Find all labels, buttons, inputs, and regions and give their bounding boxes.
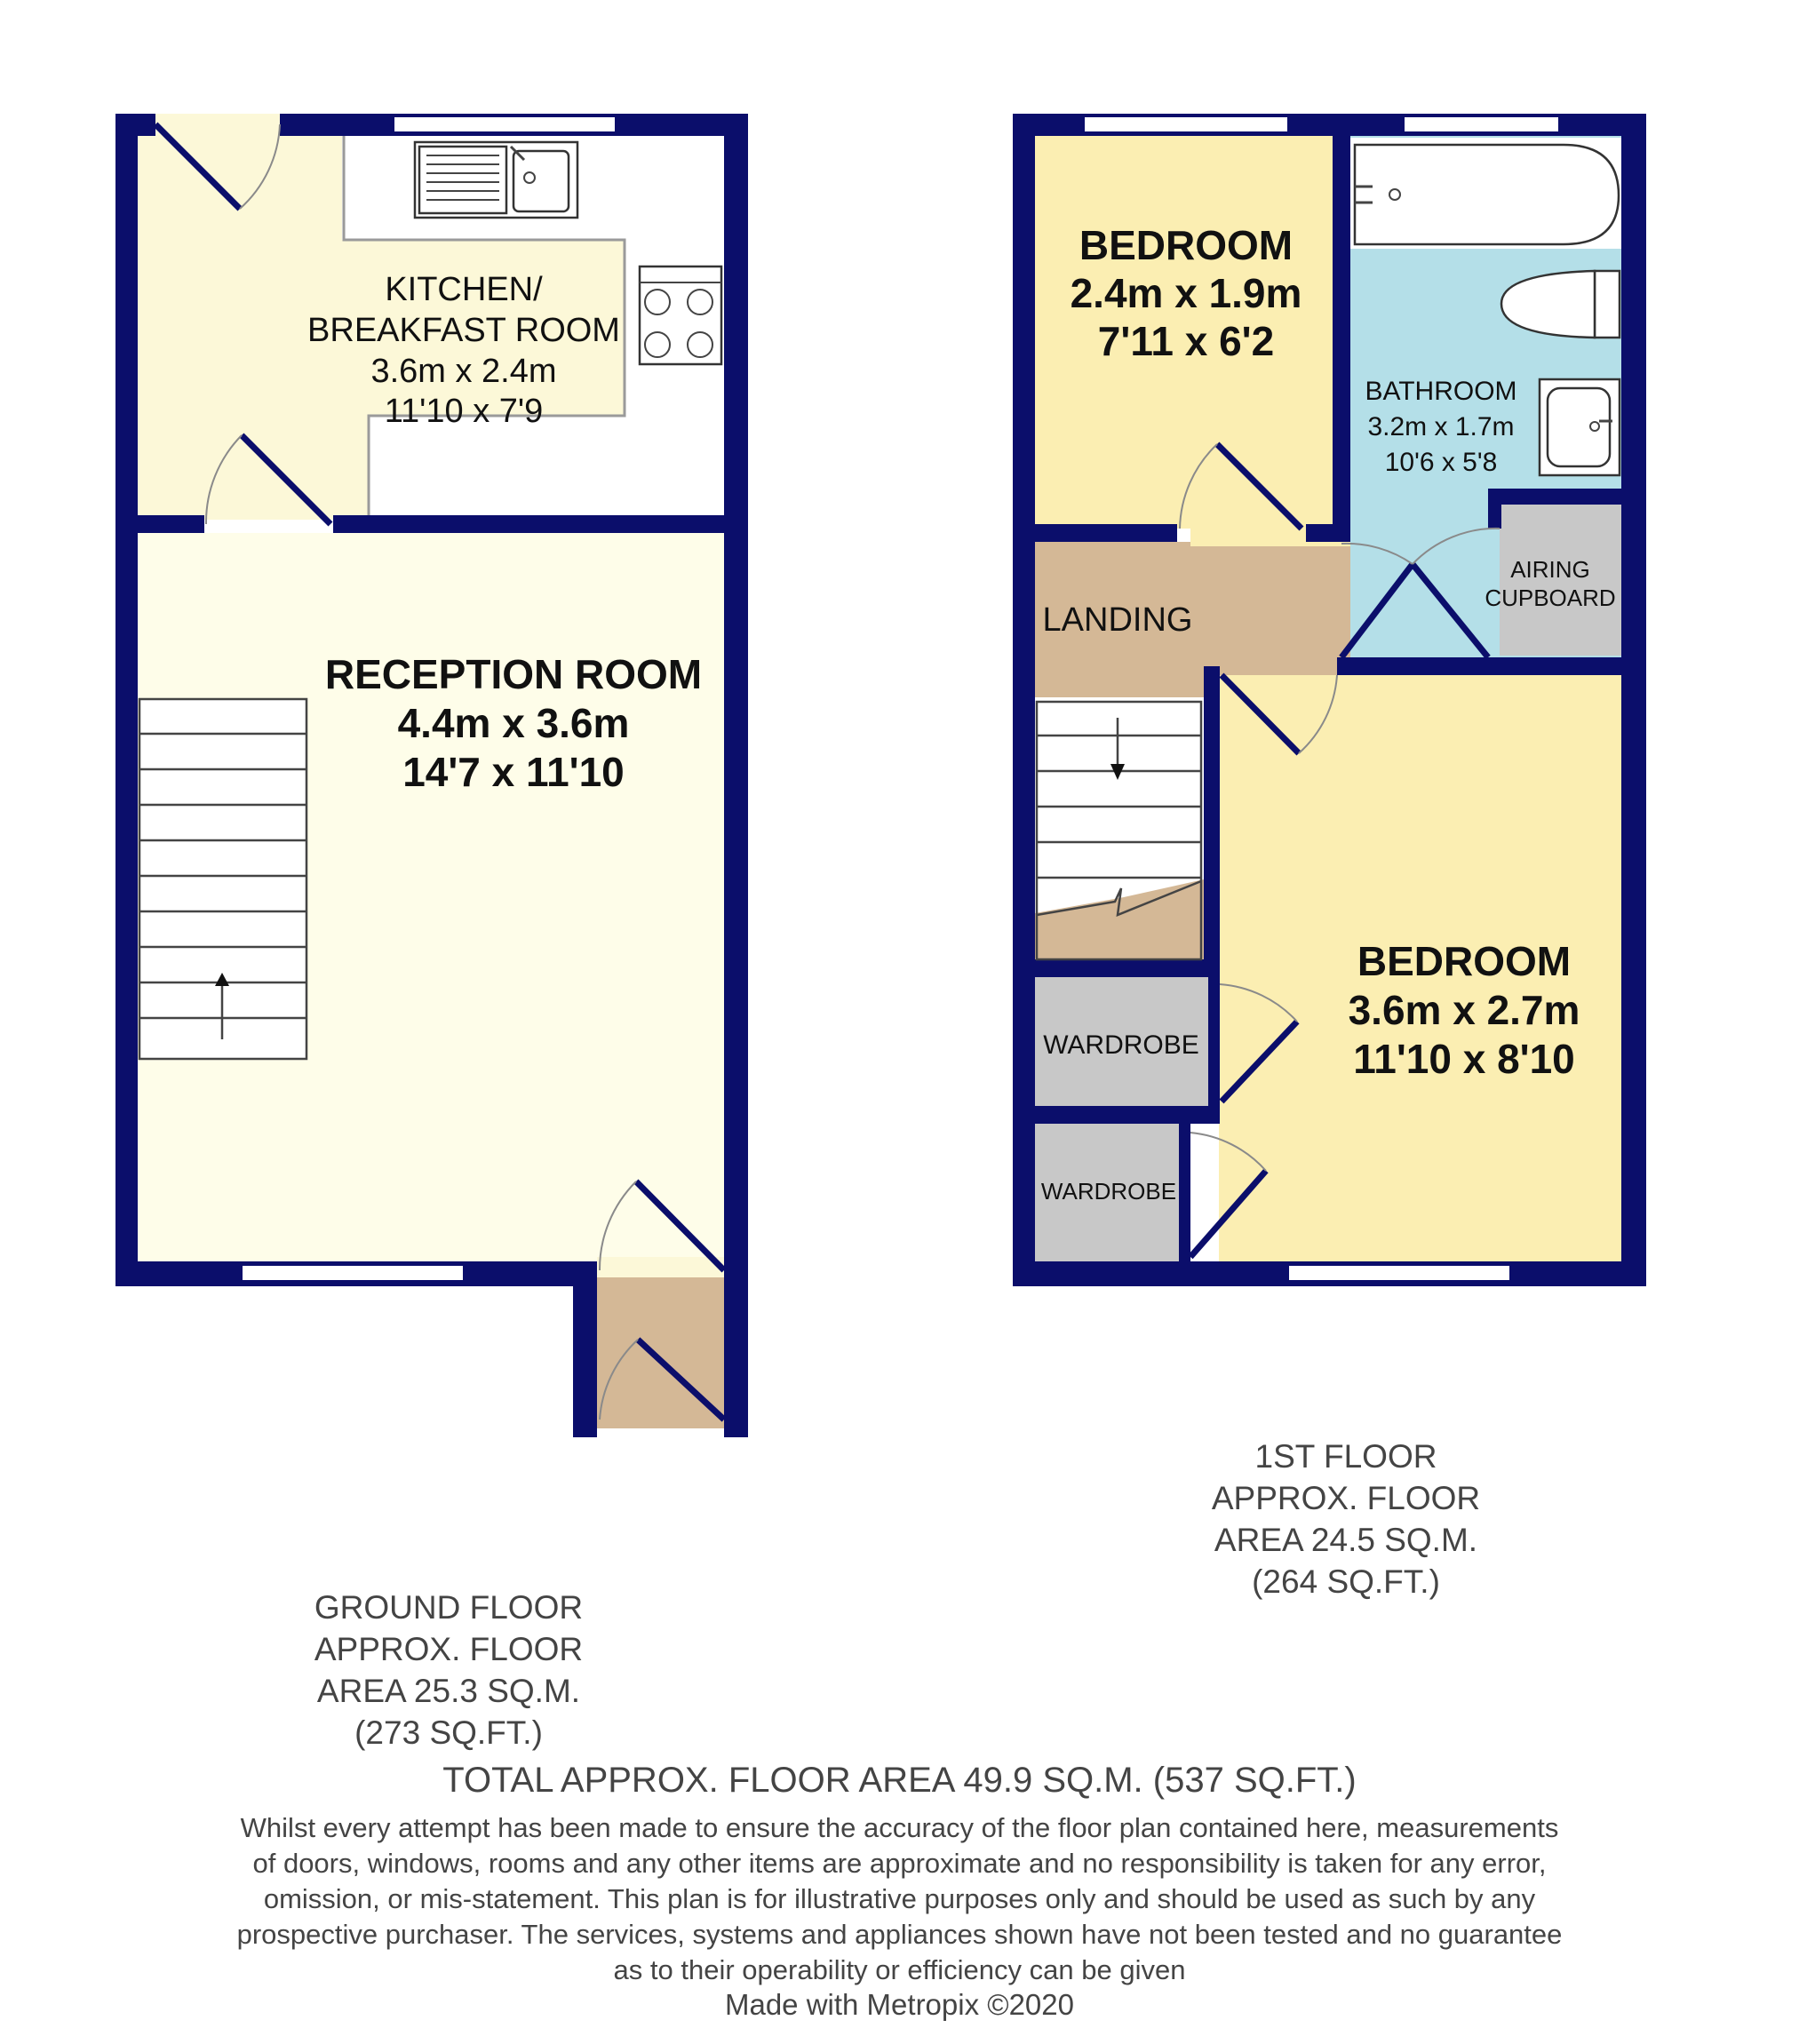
bedroom-landing-wall-right bbox=[1306, 524, 1350, 542]
landing-bedroom-wall bbox=[1204, 666, 1220, 959]
large-bedroom-metric: 3.6m x 2.7m bbox=[1348, 987, 1580, 1033]
wardrobes-divider-wall bbox=[1035, 1106, 1220, 1124]
wardrobe-2-wall bbox=[1179, 1124, 1190, 1261]
landing-name: LANDING bbox=[1042, 601, 1193, 639]
bathroom-imperial: 10'6 x 5'8 bbox=[1384, 448, 1498, 477]
first-floor-summary-line2: APPROX. FLOOR bbox=[1211, 1480, 1481, 1516]
kitchen-reception-wall bbox=[138, 515, 204, 533]
disclaimer-line4: prospective purchaser. The services, systems and appliances shown have not been tested and no guarantee bbox=[236, 1919, 1563, 1950]
wardrobe-2-label: WARDROBE bbox=[1040, 1178, 1177, 1205]
kitchen-hob bbox=[640, 266, 721, 364]
ground-floor-summary-line2: APPROX. FLOOR bbox=[314, 1631, 584, 1667]
airing-cupboard-line2: CUPBOARD bbox=[1485, 585, 1616, 611]
wardrobe-1-label: WARDROBE bbox=[1043, 1030, 1199, 1060]
bathroom-window bbox=[1404, 116, 1559, 132]
kitchen-name-line2: BREAKFAST ROOM bbox=[307, 312, 620, 349]
large-bedroom-window bbox=[1288, 1265, 1510, 1281]
wash-basin bbox=[1540, 379, 1620, 475]
small-bedroom-imperial: 7'11 x 6'2 bbox=[1097, 318, 1275, 364]
ground-right-wall bbox=[724, 114, 748, 1437]
reception-name: RECEPTION ROOM bbox=[324, 651, 703, 697]
kitchen-window bbox=[394, 116, 616, 132]
large-bedroom-imperial: 11'10 x 8'10 bbox=[1353, 1036, 1575, 1082]
disclaimer-line3: omission, or mis-statement. This plan is for illustrative purposes only and should be used as such by any bbox=[263, 1883, 1536, 1914]
stair-bottom-wall bbox=[1035, 959, 1220, 977]
total-floor-area: TOTAL APPROX. FLOOR AREA 49.9 SQ.M. (537 SQ.FT.) bbox=[442, 1761, 1357, 1800]
metropix-credit: Made with Metropix ©2020 bbox=[724, 1988, 1074, 2021]
bathroom-airing-wall bbox=[1488, 489, 1621, 505]
reception-imperial: 14'7 x 11'10 bbox=[402, 749, 625, 795]
ground-left-wall bbox=[115, 114, 138, 1286]
kitchen-name-line1: KITCHEN/ bbox=[385, 271, 543, 308]
kitchen-sink bbox=[415, 142, 577, 218]
ground-floor-summary-line3: AREA 25.3 SQ.M. bbox=[316, 1673, 581, 1709]
bedroom-bathroom-wall bbox=[1333, 136, 1350, 540]
bathroom-metric: 3.2m x 1.7m bbox=[1367, 412, 1515, 441]
ground-floor-summary-line4: (273 SQ.FT.) bbox=[354, 1714, 543, 1751]
ground-floor-summary bbox=[231, 1587, 666, 1754]
airing-left-wall bbox=[1488, 489, 1501, 529]
disclaimer-line2: of doors, windows, rooms and any other items are approximate and no responsibility is taken for any error, bbox=[252, 1848, 1547, 1879]
bedroom-landing-wall-left bbox=[1035, 524, 1177, 542]
ground-floor-plan bbox=[115, 114, 748, 1437]
kitchen-reception-wall-right bbox=[333, 515, 724, 533]
first-floor-summary-line3: AREA 24.5 SQ.M. bbox=[1214, 1522, 1478, 1558]
bathroom-name: BATHROOM bbox=[1365, 377, 1517, 406]
small-bedroom-name: BEDROOM bbox=[1079, 222, 1294, 268]
first-floor-summary bbox=[1128, 1436, 1564, 1603]
first-left-wall bbox=[1013, 114, 1035, 1286]
bathtub bbox=[1350, 138, 1621, 249]
porch-left-wall bbox=[573, 1261, 597, 1437]
kitchen-imperial: 11'10 x 7'9 bbox=[384, 393, 544, 430]
small-bedroom-window bbox=[1084, 116, 1288, 132]
small-bedroom-metric: 2.4m x 1.9m bbox=[1070, 270, 1302, 316]
first-right-wall bbox=[1621, 114, 1646, 1286]
first-floor-plan bbox=[1013, 114, 1646, 1286]
disclaimer-line5: as to their operability or efficiency can be given bbox=[613, 1954, 1186, 1985]
reception-metric: 4.4m x 3.6m bbox=[397, 700, 630, 746]
ground-staircase bbox=[139, 699, 306, 1059]
first-floor-summary-line4: (264 SQ.FT.) bbox=[1252, 1563, 1440, 1600]
reception-window bbox=[242, 1265, 464, 1281]
large-bedroom-name: BEDROOM bbox=[1357, 938, 1572, 984]
ground-floor-summary-line1: GROUND FLOOR bbox=[314, 1589, 584, 1626]
airing-cupboard-line1: AIRING bbox=[1510, 556, 1590, 583]
first-floor-summary-line1: 1ST FLOOR bbox=[1254, 1438, 1437, 1475]
disclaimer-line1: Whilst every attempt has been made to ensure the accuracy of the floor plan contained here, measurements bbox=[240, 1812, 1559, 1843]
kitchen-door-gap bbox=[155, 114, 280, 136]
wardrobe-1-wall bbox=[1208, 977, 1220, 1106]
disclaimer bbox=[160, 1810, 1639, 1988]
kitchen-metric: 3.6m x 2.4m bbox=[370, 353, 557, 390]
bathroom-bedroom-wall bbox=[1337, 657, 1621, 675]
